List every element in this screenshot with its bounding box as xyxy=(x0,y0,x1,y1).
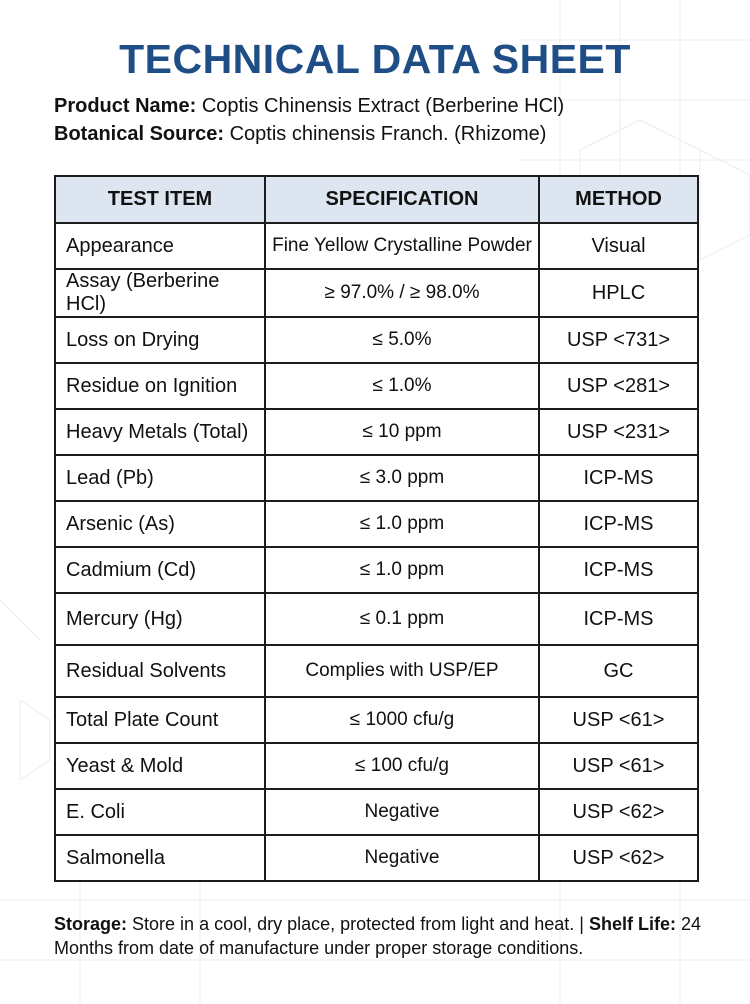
table-row xyxy=(55,645,698,697)
test-item-cell: Lead (Pb) xyxy=(55,455,265,501)
table-row xyxy=(55,501,698,547)
test-item-cell: Appearance xyxy=(55,223,265,269)
method-cell: GC xyxy=(539,645,698,697)
specification-cell: ≥ 97.0% / ≥ 98.0% xyxy=(265,269,539,317)
product-name-label: Product Name: xyxy=(54,95,197,117)
table-body xyxy=(55,223,698,881)
storage-note xyxy=(54,912,704,960)
test-item-cell: Mercury (Hg) xyxy=(55,593,265,645)
table-row xyxy=(55,455,698,501)
specification-cell: ≤ 1.0% xyxy=(265,363,539,409)
test-item-cell: Heavy Metals (Total) xyxy=(55,409,265,455)
test-item-cell: Residual Solvents xyxy=(55,645,265,697)
specification-table xyxy=(54,175,699,882)
specification-cell: ≤ 3.0 ppm xyxy=(265,455,539,501)
table-row xyxy=(55,317,698,363)
specification-cell: ≤ 1000 cfu/g xyxy=(265,697,539,743)
specification-cell: Fine Yellow Crystalline Powder xyxy=(265,223,539,269)
table-row xyxy=(55,789,698,835)
method-cell: USP <231> xyxy=(539,409,698,455)
specification-cell: Complies with USP/EP xyxy=(265,645,539,697)
method-cell: USP <281> xyxy=(539,363,698,409)
method-cell: USP <731> xyxy=(539,317,698,363)
table-row xyxy=(55,835,698,881)
botanical-source-value: Coptis chinensis Franch. (Rhizome) xyxy=(229,123,547,145)
shelf-life-text: 24 Months from date of manufacture under proper storage conditions. xyxy=(54,914,702,958)
column-header-method: METHOD xyxy=(539,176,698,223)
table-row xyxy=(55,409,698,455)
specification-cell: ≤ 1.0 ppm xyxy=(265,547,539,593)
specification-cell: ≤ 10 ppm xyxy=(265,409,539,455)
storage-text: Store in a cool, dry place, protected from light and heat. | xyxy=(132,914,584,934)
table-row xyxy=(55,743,698,789)
method-cell: USP <61> xyxy=(539,697,698,743)
product-name-value: Coptis Chinensis Extract (Berberine HCl) xyxy=(201,95,565,117)
test-item-cell: Cadmium (Cd) xyxy=(55,547,265,593)
specification-cell: ≤ 100 cfu/g xyxy=(265,743,539,789)
botanical-source-label: Botanical Source: xyxy=(54,123,225,145)
test-item-cell: Arsenic (As) xyxy=(55,501,265,547)
page-title: TECHNICAL DATA SHEET xyxy=(119,36,631,82)
specification-cell: Negative xyxy=(265,789,539,835)
shelf-life-label: Shelf Life: xyxy=(588,914,676,934)
column-header-test-item: TEST ITEM xyxy=(55,176,265,223)
test-item-cell: Total Plate Count xyxy=(55,697,265,743)
table-row xyxy=(55,363,698,409)
specification-cell: ≤ 1.0 ppm xyxy=(265,501,539,547)
table-header-row xyxy=(55,176,698,223)
method-cell: ICP-MS xyxy=(539,455,698,501)
table-row xyxy=(55,697,698,743)
method-cell: ICP-MS xyxy=(539,501,698,547)
table-row xyxy=(55,593,698,645)
column-header-specification: SPECIFICATION xyxy=(265,176,539,223)
method-cell: ICP-MS xyxy=(539,593,698,645)
botanical-source-line xyxy=(54,120,564,148)
method-cell: USP <62> xyxy=(539,789,698,835)
method-cell: USP <61> xyxy=(539,743,698,789)
storage-label: Storage: xyxy=(54,914,128,934)
test-item-cell: E. Coli xyxy=(55,789,265,835)
specification-cell: ≤ 5.0% xyxy=(265,317,539,363)
table-row xyxy=(55,269,698,317)
product-name-line xyxy=(54,92,564,120)
test-item-cell: Salmonella xyxy=(55,835,265,881)
table-row xyxy=(55,223,698,269)
specification-cell: Negative xyxy=(265,835,539,881)
method-cell: USP <62> xyxy=(539,835,698,881)
test-item-cell: Residue on Ignition xyxy=(55,363,265,409)
method-cell: Visual xyxy=(539,223,698,269)
method-cell: ICP-MS xyxy=(539,547,698,593)
test-item-cell: Yeast & Mold xyxy=(55,743,265,789)
specification-cell: ≤ 0.1 ppm xyxy=(265,593,539,645)
test-item-cell: Loss on Drying xyxy=(55,317,265,363)
method-cell: HPLC xyxy=(539,269,698,317)
product-info xyxy=(54,92,564,148)
test-item-cell: Assay (Berberine HCl) xyxy=(55,269,265,317)
table-row xyxy=(55,547,698,593)
